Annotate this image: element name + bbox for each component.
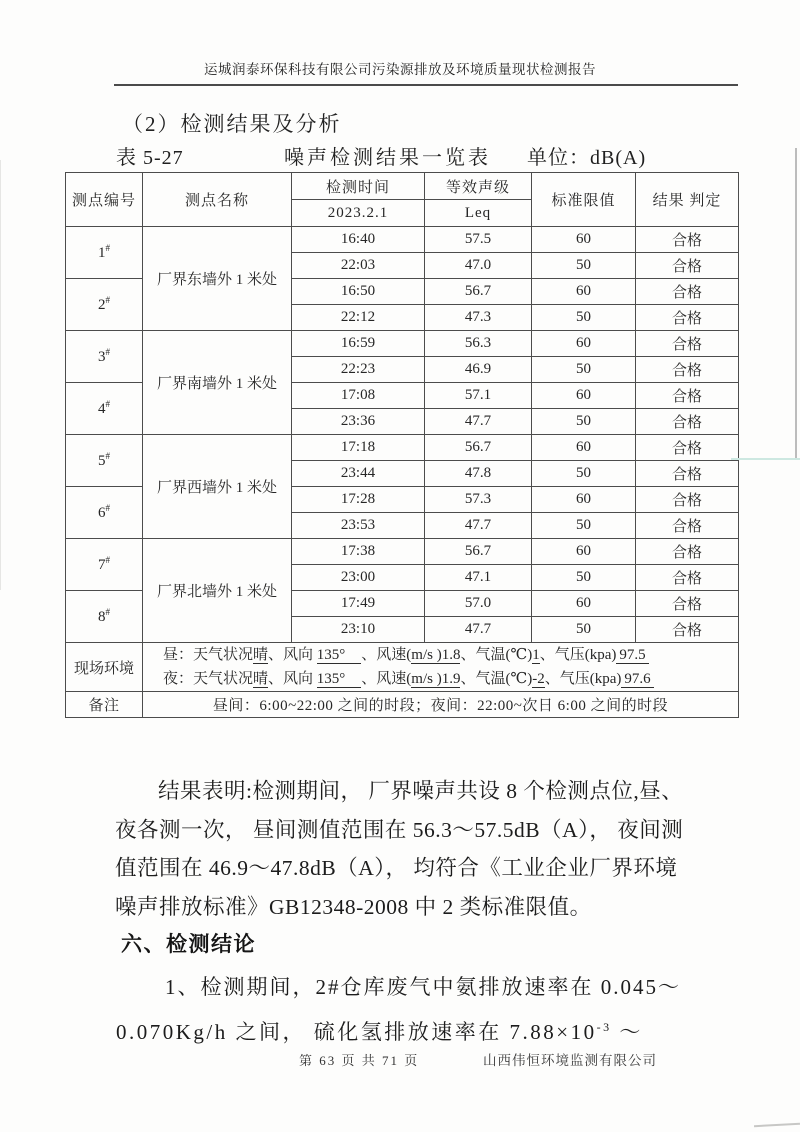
point-id-sup: # — [105, 399, 110, 409]
leq-cell: 47.7 — [425, 513, 532, 539]
point-id: 1 — [98, 245, 106, 261]
conclusion-line-2-tail: ～ — [611, 1020, 643, 1044]
table-caption-label: 表 5-27 — [116, 147, 184, 169]
col-header-leq: 等效声级 — [425, 173, 532, 200]
result-cell: 合格 — [636, 565, 739, 591]
result-cell: 合格 — [636, 279, 739, 305]
point-id-sup: # — [105, 555, 110, 565]
result-cell: 合格 — [636, 383, 739, 409]
footer-page-number: 第 63 页 共 71 页 — [299, 1053, 420, 1068]
result-cell: 合格 — [636, 253, 739, 279]
remark-row — [66, 692, 739, 718]
leq-cell: 47.7 — [425, 409, 532, 435]
limit-cell: 50 — [532, 513, 636, 539]
scan-artifact-bottom-right-line — [754, 1123, 800, 1127]
scan-artifact-right-edge-line — [795, 148, 797, 460]
limit-cell: 60 — [532, 435, 636, 461]
result-paragraph-line: 噪声排放标准》GB12348-2008 中 2 类标准限值。 — [115, 894, 592, 919]
point-id-sup: # — [105, 295, 110, 305]
scan-artifact-teal-line — [731, 458, 800, 460]
result-cell: 合格 — [636, 227, 739, 253]
conclusion-line-2-text: 0.070Kg/h 之间， 硫化氢排放速率在 7.88×10 — [116, 1020, 597, 1044]
time-cell: 16:40 — [292, 227, 425, 253]
location-cell: 厂界东墙外 1 米处 — [143, 227, 292, 331]
result-cell: 合格 — [636, 435, 739, 461]
leq-cell: 57.3 — [425, 487, 532, 513]
site-environment-night: 夜：天气状况晴、风向 135° 、风速(m/s )1.9、气温(℃)-2、气压(kpa) 97.6 — [163, 667, 738, 691]
point-id-cell — [66, 383, 143, 435]
time-cell: 17:08 — [292, 383, 425, 409]
point-id-cell — [66, 227, 143, 279]
result-cell: 合格 — [636, 409, 739, 435]
point-id: 2 — [98, 297, 106, 313]
col-header-result: 结果 判定 — [636, 173, 739, 227]
leq-cell: 47.3 — [425, 305, 532, 331]
limit-cell: 60 — [532, 591, 636, 617]
point-id-sup: # — [105, 243, 110, 253]
point-id-sup: # — [105, 607, 110, 617]
limit-cell: 50 — [532, 357, 636, 383]
site-environment-day: 昼：天气状况晴、风向 135° 、风速(m/s )1.8、气温(℃)1、气压(kpa) 97.5 — [163, 643, 738, 667]
point-id-cell — [66, 591, 143, 643]
time-cell: 23:44 — [292, 461, 425, 487]
col-header-point-id: 测点编号 — [66, 173, 143, 227]
leq-cell: 57.1 — [425, 383, 532, 409]
leq-cell: 47.0 — [425, 253, 532, 279]
limit-cell: 50 — [532, 409, 636, 435]
time-cell: 17:28 — [292, 487, 425, 513]
site-environment-row — [66, 643, 739, 692]
point-id-sup: # — [105, 347, 110, 357]
result-cell: 合格 — [636, 513, 739, 539]
conclusion-line-1: 1、检测期间，2#仓库废气中氨排放速率在 0.045～ — [165, 975, 681, 999]
point-id-sup: # — [105, 503, 110, 513]
result-paragraph — [115, 772, 705, 926]
header-rule — [114, 84, 738, 86]
point-id-cell — [66, 279, 143, 331]
point-id-cell — [66, 487, 143, 539]
table-row — [66, 331, 739, 357]
time-cell: 17:38 — [292, 539, 425, 565]
time-cell: 17:49 — [292, 591, 425, 617]
point-id: 8 — [98, 609, 106, 625]
limit-cell: 60 — [532, 227, 636, 253]
result-cell: 合格 — [636, 305, 739, 331]
table-caption — [65, 141, 738, 169]
limit-cell: 60 — [532, 331, 636, 357]
site-environment-label: 现场环境 — [66, 643, 143, 692]
time-cell: 16:50 — [292, 279, 425, 305]
col-header-limit: 标准限值 — [532, 173, 636, 227]
noise-results-table — [65, 172, 739, 718]
conclusion-exponent: -3 — [596, 1020, 612, 1034]
remark-content: 昼间：6:00~22:00 之间的时段；夜间：22:00~次日 6:00 之间的时段 — [143, 692, 739, 718]
result-paragraph-line: 夜各测一次， 昼间测值范围在 56.3～57.5dB（A）， 夜间测 — [115, 817, 684, 842]
leq-cell: 47.7 — [425, 617, 532, 643]
result-cell: 合格 — [636, 461, 739, 487]
leq-cell: 46.9 — [425, 357, 532, 383]
limit-cell: 50 — [532, 461, 636, 487]
time-cell: 23:36 — [292, 409, 425, 435]
result-paragraph-line: 结果表明:检测期间， 厂界噪声共设 8 个检测点位,昼、 — [158, 779, 684, 803]
point-id: 4 — [98, 401, 106, 417]
col-header-time: 检测时间 — [292, 173, 425, 200]
limit-cell: 60 — [532, 539, 636, 565]
section-title: （2）检测结果及分析 — [122, 112, 342, 136]
point-id-cell — [66, 435, 143, 487]
location-cell: 厂界南墙外 1 米处 — [143, 331, 292, 435]
table-caption-unit: 单位：dB(A) — [527, 147, 647, 169]
leq-cell: 57.5 — [425, 227, 532, 253]
limit-cell: 60 — [532, 279, 636, 305]
leq-cell: 56.7 — [425, 279, 532, 305]
time-cell: 22:12 — [292, 305, 425, 331]
time-cell: 23:10 — [292, 617, 425, 643]
leq-cell: 56.7 — [425, 539, 532, 565]
point-id-cell — [66, 331, 143, 383]
limit-cell: 50 — [532, 565, 636, 591]
table-header-row-1 — [66, 173, 739, 200]
limit-cell: 60 — [532, 383, 636, 409]
limit-cell: 50 — [532, 305, 636, 331]
leq-cell: 56.3 — [425, 331, 532, 357]
result-cell: 合格 — [636, 591, 739, 617]
time-cell: 22:03 — [292, 253, 425, 279]
scan-artifact-left-edge-line — [0, 160, 1, 590]
footer-company: 山西伟恒环境监测有限公司 — [483, 1053, 657, 1068]
time-cell: 23:00 — [292, 565, 425, 591]
leq-cell: 57.0 — [425, 591, 532, 617]
limit-cell: 60 — [532, 487, 636, 513]
point-id-sup: # — [105, 451, 110, 461]
time-cell: 16:59 — [292, 331, 425, 357]
time-cell: 17:18 — [292, 435, 425, 461]
table-row — [66, 539, 739, 565]
location-cell: 厂界西墙外 1 米处 — [143, 435, 292, 539]
col-header-point-name: 测点名称 — [143, 173, 292, 227]
result-cell: 合格 — [636, 539, 739, 565]
point-id-cell — [66, 539, 143, 591]
remark-label: 备注 — [66, 692, 143, 718]
result-cell: 合格 — [636, 331, 739, 357]
point-id: 5 — [98, 453, 106, 469]
document-header-title: 运城润泰环保科技有限公司污染源排放及环境质量现状检测报告 — [204, 62, 596, 77]
point-id: 7 — [98, 557, 106, 573]
table-row — [66, 435, 739, 461]
result-cell: 合格 — [636, 617, 739, 643]
result-cell: 合格 — [636, 487, 739, 513]
col-subheader-date: 2023.2.1 — [292, 200, 425, 227]
leq-cell: 56.7 — [425, 435, 532, 461]
result-cell: 合格 — [636, 357, 739, 383]
leq-cell: 47.1 — [425, 565, 532, 591]
conclusion-heading: 六、检测结论 — [121, 932, 256, 956]
point-id: 6 — [98, 505, 106, 521]
limit-cell: 50 — [532, 617, 636, 643]
site-environment-content — [143, 643, 739, 692]
time-cell: 23:53 — [292, 513, 425, 539]
point-id: 3 — [98, 349, 106, 365]
conclusion-line-2 — [116, 1016, 736, 1046]
table-row — [66, 227, 739, 253]
table-caption-title: 噪声检测结果一览表 — [284, 147, 491, 169]
limit-cell: 50 — [532, 253, 636, 279]
col-subheader-leq: Leq — [425, 200, 532, 227]
location-cell: 厂界北墙外 1 米处 — [143, 539, 292, 643]
result-paragraph-line: 值范围在 46.9～47.8dB（A）， 均符合《工业企业厂界环境 — [115, 856, 678, 880]
leq-cell: 47.8 — [425, 461, 532, 487]
time-cell: 22:23 — [292, 357, 425, 383]
